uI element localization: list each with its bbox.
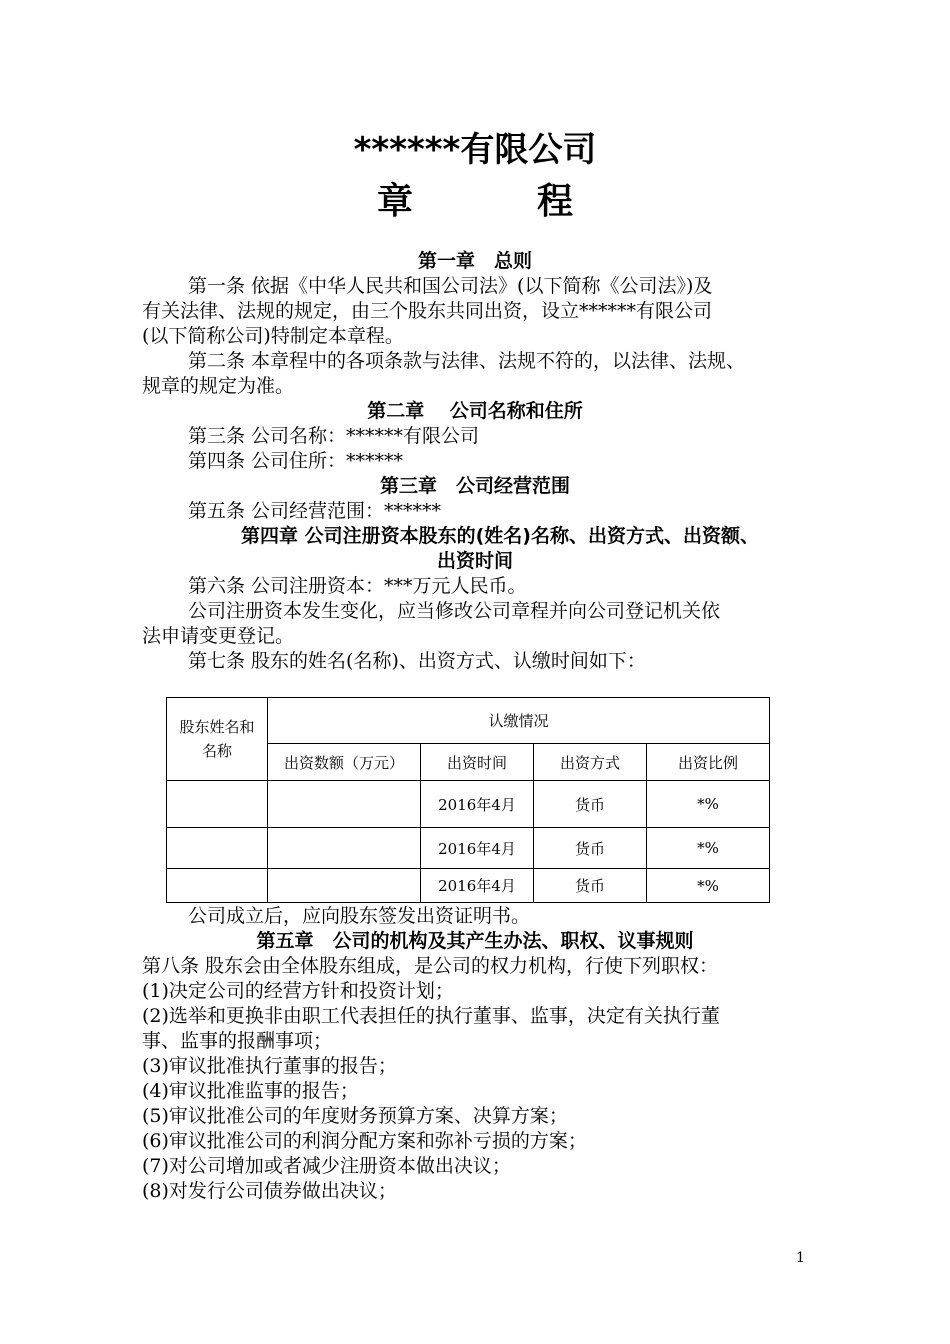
article-1-line-3: (以下简称公司)特制定本章程。 — [142, 325, 404, 347]
power-item-7: (7)对公司增加或者减少注册资本做出决议； — [142, 1155, 511, 1177]
table-header-row — [167, 698, 770, 744]
article-2-line-1: 第二条 本章程中的各项条款与法律、法规不符的，以法律、法规、 — [188, 350, 746, 372]
shareholder-name-cell — [167, 828, 268, 869]
article-7: 第七条 股东的姓名(名称)、出资方式、认缴时间如下： — [188, 650, 646, 672]
power-item-2-line-1: (2)选举和更换非由职工代表担任的执行董事、监事，决定有关执行董 — [142, 1005, 720, 1027]
shareholder-name-header-line-2: 名称 — [201, 742, 232, 760]
page-number: 1 — [796, 1250, 805, 1266]
power-item-4: (4)审议批准监事的报告； — [142, 1080, 359, 1102]
power-item-5: (5)审议批准公司的年度财务预算方案、决算方案； — [142, 1105, 568, 1127]
shareholder-name-cell — [167, 869, 268, 903]
ratio-cell: *% — [647, 869, 770, 903]
shareholder-name-header-line-1: 股东姓名和 — [179, 718, 255, 736]
time-header: 出资时间 — [421, 744, 534, 781]
time-cell: 2016年4月 — [421, 828, 534, 869]
table-row — [167, 828, 770, 869]
chapter-1-heading: 第一章 总则 — [417, 250, 532, 272]
amount-cell — [268, 869, 421, 903]
chapter-4-heading-line-2: 出资时间 — [436, 550, 513, 572]
capital-certificate-note: 公司成立后，应向股东签发出资证明书。 — [188, 905, 531, 927]
power-item-6: (6)审议批准公司的利润分配方案和弥补亏损的方案； — [142, 1130, 587, 1152]
power-item-2-line-2: 事、监事的报酬事项； — [142, 1030, 333, 1052]
amount-header: 出资数额（万元） — [268, 744, 421, 781]
company-title: ******有限公司 — [353, 130, 597, 170]
capital-change-line-2: 法申请变更登记。 — [142, 625, 295, 647]
method-cell: 货币 — [534, 828, 647, 869]
table-row — [167, 781, 770, 828]
shareholder-name-header — [167, 698, 268, 781]
method-header: 出资方式 — [534, 744, 647, 781]
ratio-cell: *% — [647, 828, 770, 869]
article-5: 第五条 公司经营范围：****** — [188, 500, 442, 522]
power-item-3: (3)审议批准执行董事的报告； — [142, 1055, 397, 1077]
power-item-8: (8)对发行公司债券做出决议； — [142, 1180, 397, 1202]
time-cell: 2016年4月 — [421, 781, 534, 828]
method-cell: 货币 — [534, 781, 647, 828]
article-1-line-2: 有关法律、法规的规定，由三个股东共同出资，设立******有限公司 — [142, 300, 713, 322]
table-row — [167, 869, 770, 903]
time-cell: 2016年4月 — [421, 869, 534, 903]
article-6: 第六条 公司注册资本：***万元人民币。 — [188, 575, 527, 597]
chapter-4-heading-line-1: 第四章 公司注册资本股东的(姓名)名称、出资方式、出资额、 — [241, 525, 759, 547]
article-3: 第三条 公司名称：******有限公司 — [188, 425, 480, 447]
subscription-group-header: 认缴情况 — [268, 698, 770, 744]
ratio-cell: *% — [647, 781, 770, 828]
document-title: 章 程 — [376, 181, 617, 222]
article-4: 第四条 公司住所：****** — [188, 450, 404, 472]
ratio-header: 出资比例 — [647, 744, 770, 781]
amount-cell — [268, 781, 421, 828]
chapter-5-heading: 第五章 公司的机构及其产生办法、职权、议事规则 — [256, 930, 694, 952]
shareholder-name-cell — [167, 781, 268, 828]
chapter-2-heading: 第二章 公司名称和住所 — [367, 400, 583, 422]
shareholder-table — [166, 697, 770, 903]
article-8: 第八条 股东会由全体股东组成，是公司的权力机构，行使下列职权： — [142, 955, 719, 977]
method-cell: 货币 — [534, 869, 647, 903]
power-item-1: (1)决定公司的经营方针和投资计划； — [142, 980, 454, 1002]
amount-cell — [268, 828, 421, 869]
article-2-line-2: 规章的规定为准。 — [142, 375, 295, 397]
article-1-line-1: 第一条 依据《中华人民共和国公司法》(以下简称《公司法》)及 — [188, 275, 713, 297]
capital-change-line-1: 公司注册资本发生变化，应当修改公司章程并向公司登记机关依 — [188, 600, 721, 622]
chapter-3-heading: 第三章 公司经营范围 — [379, 475, 570, 497]
